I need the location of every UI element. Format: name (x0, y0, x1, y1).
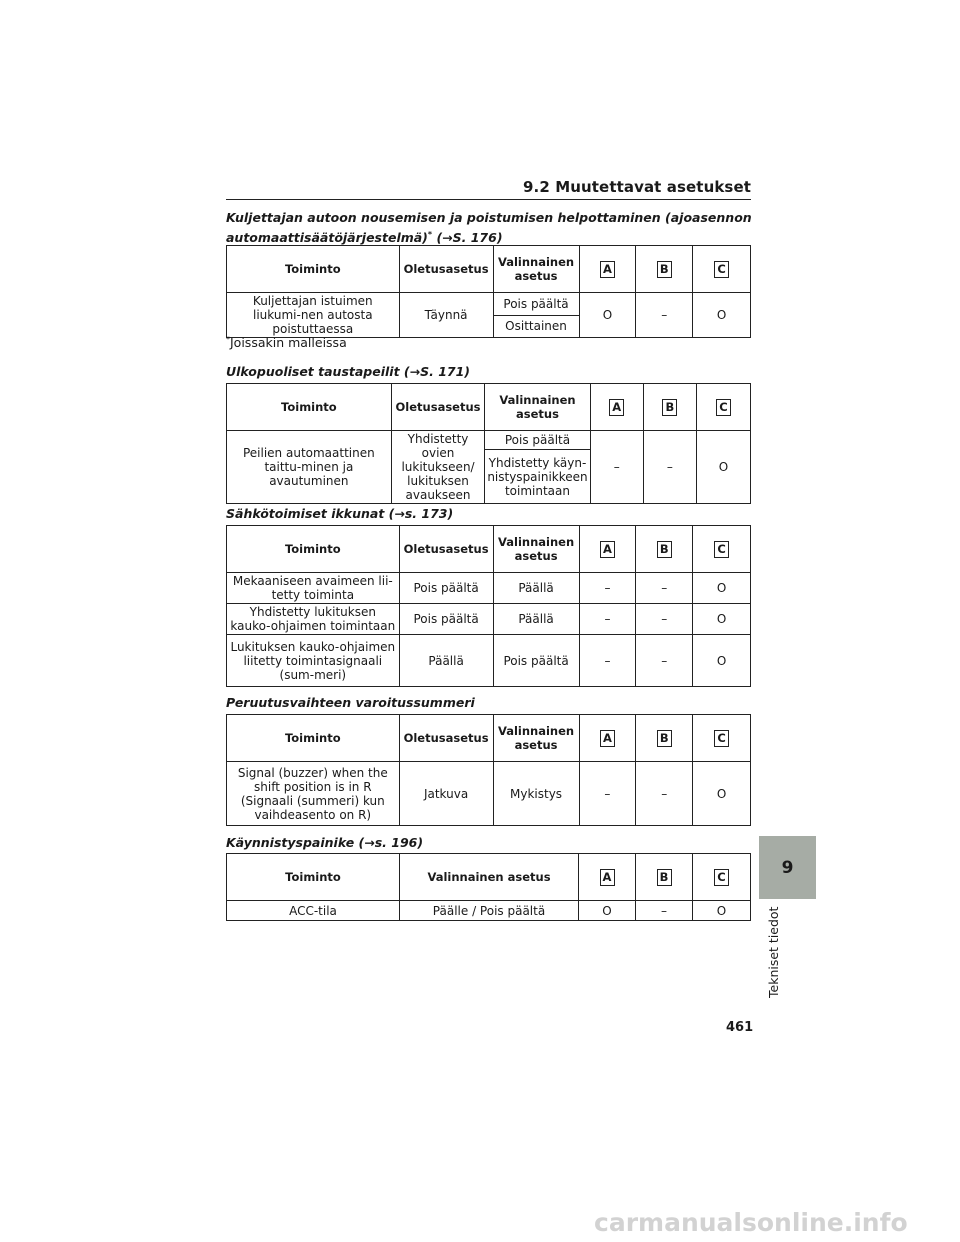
footnote-text: Joissakin malleissa (230, 335, 347, 351)
cell-function: Peilien automaattinen taittu-minen ja avautuminen (227, 431, 392, 504)
cell-b: – (636, 635, 693, 687)
col-default-header: Oletusasetus (399, 715, 493, 762)
col-b-header (636, 526, 693, 573)
table-reverse-buzzer (226, 714, 751, 826)
col-function-header: Toiminto (227, 715, 400, 762)
col-optional-header: Valinnainen asetus (493, 715, 579, 762)
col-b-header (636, 246, 693, 293)
cell-default: Pois päältä (399, 604, 493, 635)
cell-option: Mykistys (493, 762, 579, 826)
col-a-header (579, 246, 636, 293)
cell-b: – (636, 762, 693, 826)
cell-b: – (636, 293, 693, 338)
col-default-header: Oletusasetus (399, 246, 493, 293)
cell-default: Pois päältä (399, 573, 493, 604)
col-b-header (643, 384, 696, 431)
chapter-tab (759, 836, 816, 899)
cell-a: – (579, 635, 636, 687)
col-c-header (696, 384, 750, 431)
box-c: C (714, 541, 729, 558)
section1-heading-line1: Kuljettajan autoon nousemisen ja poistumisen helpottaminen (ajoasennon (226, 210, 752, 225)
box-a: A (600, 730, 615, 747)
cell-a: O (579, 901, 636, 921)
table-row (227, 901, 751, 921)
footnote-star: * (226, 335, 230, 344)
col-c-header (693, 715, 751, 762)
cell-option: Osittainen (493, 315, 579, 338)
cell-default: Päällä (399, 635, 493, 687)
section1-heading-star: * (427, 230, 433, 239)
box-a: A (600, 541, 615, 558)
cell-a: O (579, 293, 636, 338)
cell-option: Pois päältä (493, 293, 579, 316)
box-c: C (714, 869, 729, 886)
footnote (226, 335, 347, 350)
cell-c: O (693, 635, 751, 687)
cell-c: O (696, 431, 750, 504)
cell-option: Pois päältä (485, 431, 590, 450)
col-c-header (693, 526, 751, 573)
cell-option: Yhdistetty käyn-nistyspainikkeen toimintaan (485, 450, 590, 504)
box-b: B (657, 261, 672, 278)
section-title: 9.2 Muutettavat asetukset (523, 178, 751, 196)
col-c-header (693, 854, 751, 901)
cell-c: O (693, 293, 751, 338)
col-optional-header: Valinnainen asetus (485, 384, 590, 431)
table-row (227, 573, 751, 604)
col-optional-header: Valinnainen asetus (400, 854, 579, 901)
col-default-header: Oletusasetus (399, 526, 493, 573)
section3-heading: Sähkötoimiset ikkunat (→s. 173) (226, 506, 454, 521)
table-row (227, 604, 751, 635)
col-a-header (579, 854, 636, 901)
chapter-label-text: Tekniset tiedot (766, 906, 781, 998)
table-start-button (226, 853, 751, 921)
cell-c: O (693, 604, 751, 635)
cell-a: – (590, 431, 643, 504)
cell-default: Jatkuva (399, 762, 493, 826)
col-function-header: Toiminto (227, 246, 400, 293)
cell-default: Täynnä (399, 293, 493, 338)
box-a: A (609, 399, 624, 416)
col-a-header (579, 526, 636, 573)
table-windows (226, 525, 751, 687)
col-function-header: Toiminto (227, 526, 400, 573)
cell-function: Lukituksen kauko-ohjaimen liitetty toimintasignaali (sum-meri) (227, 635, 400, 687)
cell-default: Yhdistetty ovien lukitukseen/ lukituksen avaukseen (391, 431, 485, 504)
table-row (227, 762, 751, 826)
page-header (226, 178, 751, 200)
cell-a: – (579, 573, 636, 604)
cell-option: Pois päältä (493, 635, 579, 687)
col-optional-header: Valinnainen asetus (493, 246, 579, 293)
col-b-header (636, 854, 693, 901)
cell-b: – (643, 431, 696, 504)
col-c-header (693, 246, 751, 293)
col-a-header (579, 715, 636, 762)
box-c: C (714, 261, 729, 278)
cell-function: Kuljettajan istuimen liukumi-nen autosta poistuttaessa (227, 293, 400, 338)
cell-c: O (693, 901, 751, 921)
watermark: carmanualsonline.info (594, 1208, 908, 1237)
box-c: C (714, 730, 729, 747)
col-b-header (636, 715, 693, 762)
cell-function: Signal (buzzer) when the shift position is in R (Signaali (summeri) kun vaihdeasento on R) (227, 762, 400, 826)
cell-option: Päälle / Pois päältä (400, 901, 579, 921)
box-c: C (716, 399, 731, 416)
cell-b: – (636, 901, 693, 921)
col-function-header: Toiminto (227, 854, 400, 901)
section4-heading: Peruutusvaihteen varoitussummeri (226, 695, 475, 710)
cell-b: – (636, 573, 693, 604)
cell-function: Yhdistetty lukituksen kauko-ohjaimen toimintaan (227, 604, 400, 635)
box-a: A (600, 869, 615, 886)
cell-a: – (579, 604, 636, 635)
section5-heading: Käynnistyspainike (→s. 196) (226, 835, 424, 850)
cell-option: Päällä (493, 573, 579, 604)
col-default-header: Oletusasetus (391, 384, 485, 431)
col-optional-header: Valinnainen asetus (493, 526, 579, 573)
cell-function: Mekaaniseen avaimeen lii-tetty toiminta (227, 573, 400, 604)
col-function-header: Toiminto (227, 384, 392, 431)
col-a-header (590, 384, 643, 431)
box-a: A (600, 261, 615, 278)
table-row (227, 635, 751, 687)
table-driver-seat (226, 245, 751, 338)
box-b: B (657, 541, 672, 558)
section2-heading: Ulkopuoliset taustapeilit (→S. 171) (226, 364, 471, 379)
box-b: B (657, 869, 672, 886)
section1-heading-line2: automaattisäätöjärjestelmä) (226, 230, 428, 246)
cell-a: – (579, 762, 636, 826)
chapter-label (760, 906, 790, 998)
page-number: 461 (726, 1020, 754, 1035)
table-mirrors (226, 383, 751, 504)
cell-c: O (693, 573, 751, 604)
box-b: B (662, 399, 677, 416)
cell-function: ACC-tila (227, 901, 400, 921)
cell-b: – (636, 604, 693, 635)
cell-option: Päällä (493, 604, 579, 635)
cell-c: O (693, 762, 751, 826)
chapter-number: 9 (781, 858, 794, 878)
section1-heading-ref: (→S. 176) (432, 230, 503, 246)
section1-heading (226, 209, 752, 246)
box-b: B (657, 730, 672, 747)
